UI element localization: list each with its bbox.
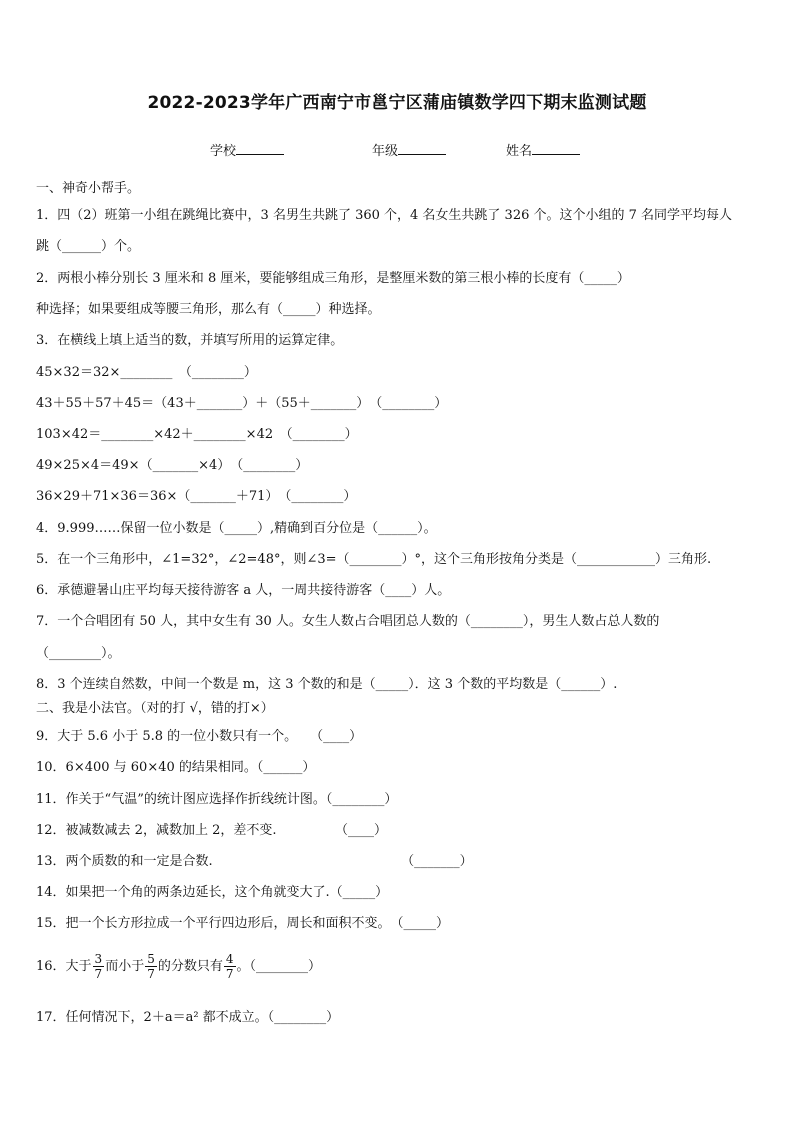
question-14: 14．如果把一个角的两条边延长，这个角就变大了.（_____） xyxy=(36,885,389,900)
fraction-numerator: 4 xyxy=(225,952,234,966)
question-16-mid2: 的分数只有 xyxy=(157,959,223,974)
fraction-numerator: 5 xyxy=(147,952,155,966)
grade-field xyxy=(372,140,446,159)
question-16-prefix: 16．大于 xyxy=(36,959,92,974)
question-3: 3．在横线上填上适当的数，并填写所用的运算定律。 xyxy=(36,333,344,348)
name-label: 姓名 xyxy=(506,144,533,159)
question-3-c: 103×42＝________×42＋________×42 （________） xyxy=(36,427,358,442)
question-1-line-1: 1．四（2）班第一小组在跳绳比赛中，3 名男生共跳了 360 个，4 名女生共跳了 326 个。这个小组的 7 名同学平均每人 xyxy=(36,208,733,223)
school-blank[interactable] xyxy=(236,141,284,155)
fraction-denominator: 7 xyxy=(94,967,103,981)
question-3-b: 43＋55＋57＋45＝（43＋_______）＋（55＋_______） （________） xyxy=(36,396,448,411)
question-4: 4．9.999……保留一位小数是（_____）,精确到百分位是（______）。 xyxy=(36,521,437,536)
question-10: 10．6×400 与 60×40 的结果相同。（______） xyxy=(36,760,316,775)
question-7-line-2: （________）。 xyxy=(36,646,121,661)
question-8: 8．3 个连续自然数，中间一个数是 m，这 3 个数的和是（_____）．这 3 个数的平均数是（______）. xyxy=(36,677,618,692)
question-3-e: 36×29＋71×36＝36×（_______＋71） （________） xyxy=(36,489,357,504)
question-16 xyxy=(36,950,321,984)
question-3-a: 45×32＝32×________ （________） xyxy=(36,365,257,380)
question-2-line-1: 2．两根小棒分别长 3 厘米和 8 厘米，要能够组成三角形，是整厘米数的第三根小棒的长度有（_____） xyxy=(36,271,630,286)
question-9: 9．大于 5.6 小于 5.8 的一位小数只有一个。 （____） xyxy=(36,729,363,744)
question-16-mid: 而小于 xyxy=(105,959,145,974)
page-title: 2022-2023学年广西南宁市邕宁区蒲庙镇数学四下期末监测试题 xyxy=(147,93,647,113)
name-blank[interactable] xyxy=(532,141,580,155)
grade-label: 年级 xyxy=(372,144,399,159)
fraction-denominator: 7 xyxy=(225,967,234,981)
fraction-3-7 xyxy=(93,952,105,981)
question-6: 6．承德避暑山庄平均每天接待游客 a 人，一周共接待游客（____）人。 xyxy=(36,583,451,598)
grade-blank[interactable] xyxy=(398,141,446,155)
school-field xyxy=(210,140,284,159)
question-3-d: 49×25×4＝49×（_______×4） （________） xyxy=(36,458,309,473)
question-5: 5．在一个三角形中，∠1=32°，∠2=48°，则∠3=（________）°，这个三角形按角分类是（____________）三角形. xyxy=(36,552,712,567)
question-15: 15．把一个长方形拉成一个平行四边形后，周长和面积不变。 （_____） xyxy=(36,916,450,931)
name-field xyxy=(506,140,580,159)
question-17: 17．任何情况下，2＋a＝a² 都不成立。（________） xyxy=(36,1010,340,1025)
question-7-line-1: 7．一个合唱团有 50 人，其中女生有 30 人。女生人数占合唱团总人数的（________），男生人数占总人数的 xyxy=(36,614,660,629)
question-13: 13．两个质数的和一定是合数. （_______） xyxy=(36,854,473,869)
fraction-numerator: 3 xyxy=(94,952,103,966)
section-2-heading: 二、我是小法官。（对的打 √，错的打×） xyxy=(36,701,274,716)
fraction-denominator: 7 xyxy=(147,967,155,981)
fraction-5-7 xyxy=(145,952,157,981)
fraction-4-7 xyxy=(224,952,236,981)
question-16-suffix: 。（________） xyxy=(236,959,322,974)
school-label: 学校 xyxy=(210,144,237,159)
question-2-line-2: 种选择；如果要组成等腰三角形，那么有（_____）种选择。 xyxy=(36,302,381,317)
question-11: 11．作关于“气温”的统计图应选择作折线统计图。（________） xyxy=(36,792,398,807)
question-1-line-2: 跳（______）个。 xyxy=(36,239,141,254)
section-1-heading: 一、神奇小帮手。 xyxy=(36,181,141,196)
question-12: 12．被减数减去 2，减数加上 2，差不变. （____） xyxy=(36,823,387,838)
